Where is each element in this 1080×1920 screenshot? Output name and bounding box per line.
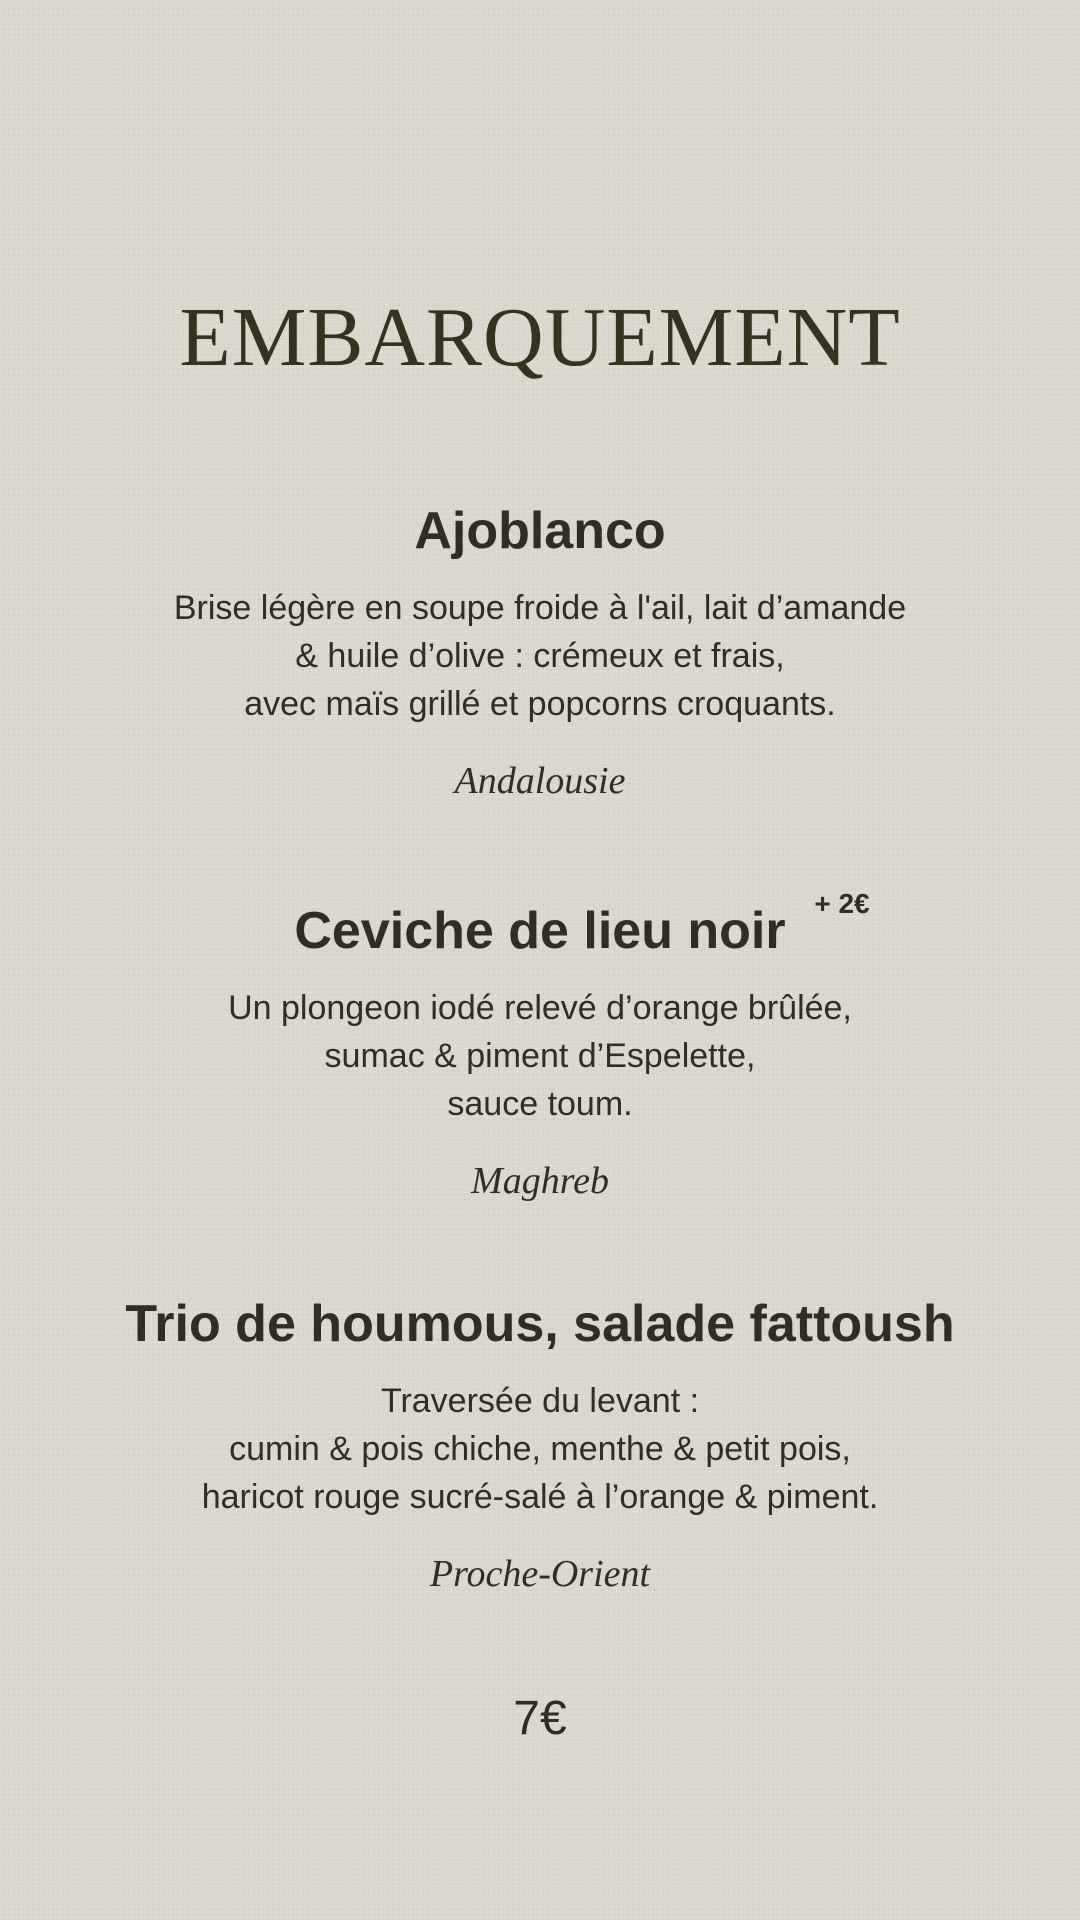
dish-description-line: Traversée du levant :	[380, 1382, 700, 1420]
dish-origin: Proche-Orient	[429, 1553, 651, 1595]
dish-ajoblanco	[0, 500, 1080, 806]
dish-description	[0, 1377, 1080, 1521]
dish-description-line: haricot rouge sucré-salé à l’orange & piment.	[201, 1478, 879, 1516]
dish-name-text: Ceviche de lieu noir	[294, 902, 786, 960]
dish-description-line: sauce toum.	[447, 1085, 633, 1123]
dish-description-line: Un plongeon iodé relevé d’orange brûlée,	[228, 989, 852, 1027]
dish-name: Trio de houmous, salade fattoush	[125, 1295, 955, 1353]
dish-origin: Andalousie	[454, 760, 626, 802]
dish-description-line: & huile d’olive : crémeux et frais,	[295, 637, 785, 675]
dish-description	[0, 984, 1080, 1128]
dish-houmous	[0, 1293, 1080, 1599]
menu-price: 7€	[513, 1692, 567, 1745]
supplement-price: + 2€	[814, 888, 870, 919]
dish-origin: Maghreb	[471, 1160, 609, 1202]
dish-description-line: sumac & piment d’Espelette,	[324, 1037, 756, 1075]
dish-description-line: cumin & pois chiche, menthe & petit pois,	[229, 1430, 851, 1468]
dish-name	[294, 888, 870, 962]
dish-description-line: avec maïs grillé et popcorns croquants.	[244, 685, 836, 723]
section-title: EMBARQUEMENT	[179, 291, 901, 384]
dish-name: Ajoblanco	[414, 502, 666, 560]
dish-ceviche	[0, 888, 1080, 1206]
dish-description	[0, 584, 1080, 728]
dish-description-line: Brise légère en soupe froide à l'ail, lait d’amande	[173, 589, 907, 627]
